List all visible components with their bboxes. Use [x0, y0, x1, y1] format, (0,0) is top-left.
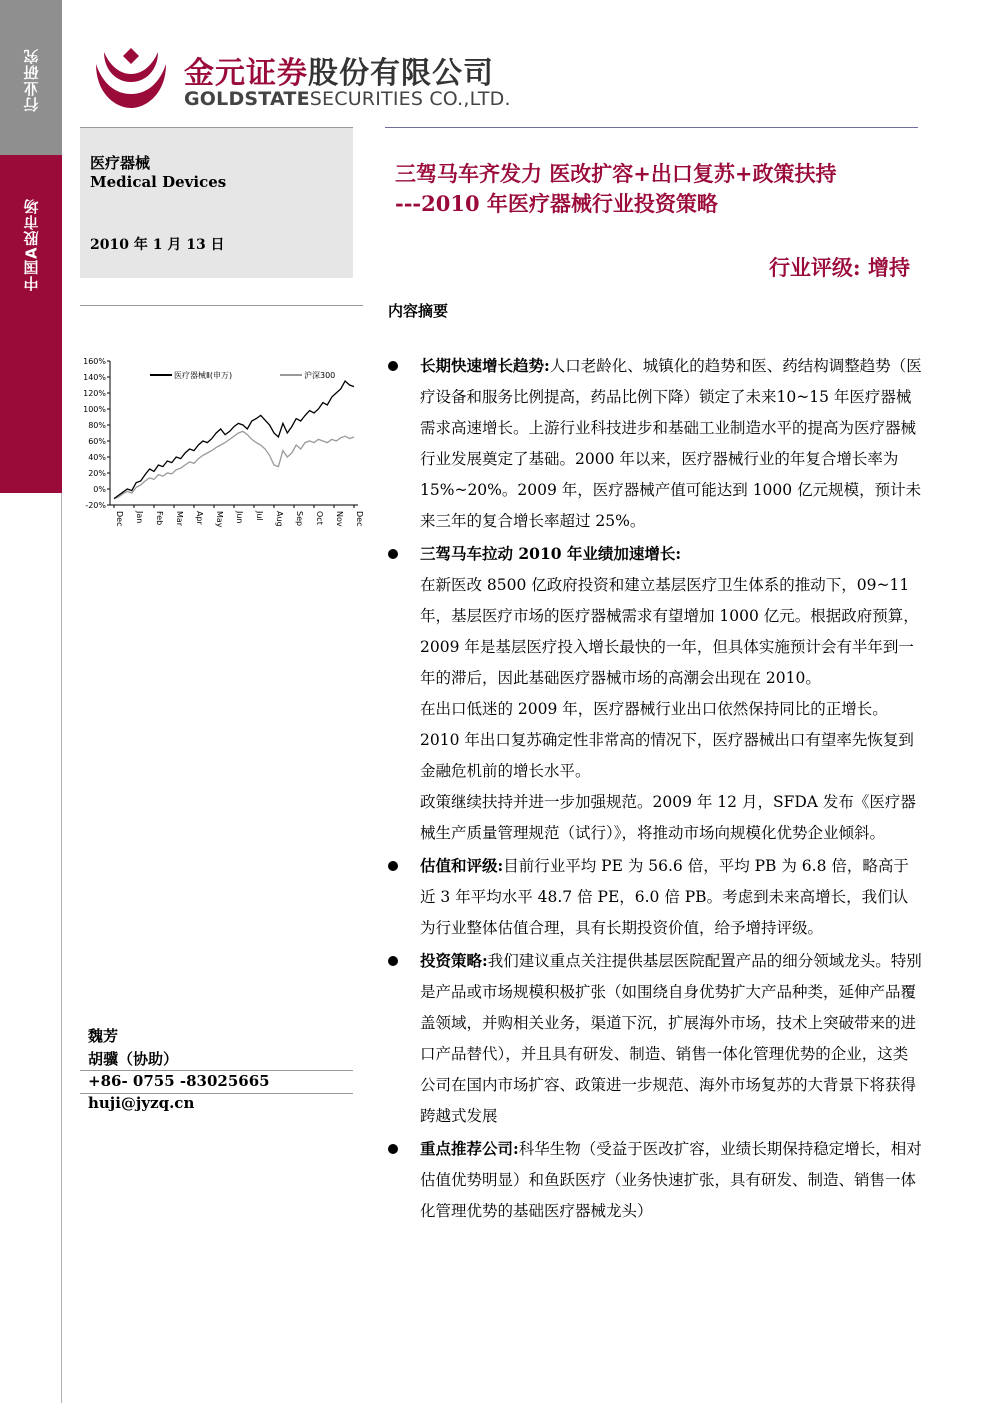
chart-y-tick-label: 20%	[88, 469, 106, 478]
chart-x-tick-label: Jan	[135, 511, 144, 524]
left-divider	[80, 305, 363, 306]
chart-legend-label: 沪深300	[304, 371, 336, 380]
chart-x-tick-label: Apr	[195, 511, 204, 525]
chart-y-tick-label: 120%	[83, 389, 106, 398]
author-email[interactable]: huji@jyzq.cn	[88, 1094, 195, 1112]
company-logo-icon	[90, 42, 172, 112]
industry-en: Medical Devices	[90, 173, 227, 191]
chart-x-tick-label: Sep	[295, 511, 304, 527]
bullet-dot-icon	[388, 861, 398, 871]
chart-x-tick-label: Jun	[235, 511, 244, 524]
sidebar-top-label: 行业研究	[22, 48, 41, 112]
sidebar-divider	[61, 493, 62, 1403]
chart-x-tick-label: Nov	[335, 511, 344, 527]
industry-cn: 医疗器械	[90, 154, 151, 172]
bullet-head: 重点推荐公司:	[420, 1139, 519, 1158]
bullet-head: 投资策略:	[420, 951, 488, 970]
author-divider	[80, 1070, 353, 1071]
chart-x-tick-label: Mar	[175, 511, 184, 527]
bullet-text: 人口老龄化、城镇化的趋势和医、药结构调整趋势（医疗设备和服务比例提高，药品比例下降）锁定了未来10~15 年医疗器械需求高速增长。上游行业科技进步和基础工业制造水平的提高为医疗器械行业发展奠定了基础。2000 年以来，医疗器械行业的年复合增长率为 15%~20%。2009 年，医疗器械产值可能达到 1000 亿元规模，预计未来三年的复合增长率超过 25%。	[420, 357, 922, 530]
logo-english-name	[184, 88, 511, 110]
sidebar	[0, 0, 62, 1403]
chart-x-tick-label: Dec	[115, 511, 124, 527]
paragraph: 在出口低迷的 2009 年，医疗器械行业出口依然保持同比的正增长。2010 年出口复苏确定性非常高的情况下，医疗器械出口有望率先恢复到金融危机前的增长水平。	[420, 700, 914, 780]
chart-y-tick-label: -20%	[85, 501, 106, 510]
bullet-item	[388, 945, 923, 1132]
chart-y-tick-label: 0%	[93, 485, 106, 494]
bullet-dot-icon	[388, 549, 398, 559]
paragraph: 政策继续扶持并进一步加强规范。2009 年 12 月，SFDA 发布《医疗器械生产质量管理规范（试行）》，将推动市场向规模化优势企业倾斜。	[420, 793, 916, 842]
paragraph: 在新医改 8500 亿政府投资和建立基层医疗卫生体系的推动下，09~11 年，基层医疗市场的医疗器械需求有望增加 1000 亿元。根据政府预算，2009 年是基层医疗投入增长最快的一年，但具体实施预计会有半年到一年的滞后，因此基础医疗器械市场的高潮会出现在 2010。	[420, 576, 919, 687]
bullet-head: 估值和评级:	[420, 856, 504, 875]
industry-rating: 行业评级: 增持	[768, 255, 910, 280]
bullet-item	[388, 850, 923, 944]
logo-en-bold: GOLDSTATE	[184, 88, 310, 110]
industry-info-box	[80, 127, 353, 278]
chart-y-tick-label: 60%	[88, 437, 106, 446]
report-subtitle: ---2010 年医疗器械行业投资策略	[395, 191, 718, 216]
summary-heading: 内容摘要	[388, 302, 449, 320]
logo-chinese-name	[184, 48, 494, 92]
bullet-head: 三驾马车拉动 2010 年业绩加速增长:	[420, 544, 682, 563]
chart-y-tick-label: 80%	[88, 421, 106, 430]
chart-x-tick-label: Feb	[155, 511, 164, 526]
bullet-dot-icon	[388, 1144, 398, 1154]
bullet-dot-icon	[388, 361, 398, 371]
bullet-head: 长期快速增长趋势:	[420, 356, 550, 375]
bullet-text: 科华生物（受益于医改扩容，业绩长期保持稳定增长，相对估值优势明显）和鱼跃医疗（业务快速扩张，具有研发、制造、销售一体化管理优势的基础医疗器械龙头）	[420, 1140, 922, 1220]
author-name: 魏芳	[88, 1027, 119, 1045]
logo-en-rest: SECURITIES CO.,LTD.	[309, 88, 511, 110]
chart-y-tick-label: 100%	[83, 405, 106, 414]
chart-series-line	[114, 431, 354, 498]
sidebar-mid-label: 中国A股市场	[22, 198, 41, 292]
summary-body	[388, 350, 923, 1227]
bullet-item	[388, 538, 923, 570]
chart-x-tick-label: Dec	[355, 511, 364, 527]
chart-x-tick-label: Oct	[315, 511, 324, 525]
bullet-text: 我们建议重点关注提供基层医院配置产品的细分领域龙头。特别是产品或市场规模积极扩张（如围绕自身优势扩大产品种类，延伸产品覆盖领域，并购相关业务，渠道下沉，扩展海外市场，技术上突破带来的进口产品替代），并且具有研发、制造、销售一体化管理优势的企业，这类公司在国内市场扩容、政策进一步规范、海外市场复苏的大背景下将获得跨越式发展	[420, 952, 922, 1125]
chart-y-tick-label: 40%	[88, 453, 106, 462]
chart-x-tick-label: May	[215, 511, 224, 528]
header-rule	[385, 127, 918, 128]
chart-x-tick-label: Jul	[255, 511, 264, 521]
bullet-dot-icon	[388, 956, 398, 966]
chart-y-tick-label: 160%	[83, 357, 106, 366]
chart-y-tick-label: 140%	[83, 373, 106, 382]
logo-cn-prefix: 金元证券	[184, 56, 308, 91]
assistant-name: 胡骥（协助）	[88, 1050, 179, 1068]
bullet-item	[388, 350, 923, 537]
performance-chart	[80, 355, 365, 540]
author-phone: +86- 0755 -83025665	[88, 1072, 270, 1090]
chart-x-tick-label: Aug	[275, 511, 284, 527]
bullet-text: 目前行业平均 PE 为 56.6 倍，平均 PB 为 6.8 倍，略高于近 3 年平均水平 48.7 倍 PE，6.0 倍 PB。考虑到未来高增长，我们认为行业整体估值合理，具有长期投资价值，给予增持评级。	[420, 857, 909, 937]
report-title: 三驾马车齐发力 医改扩容+出口复苏+政策扶持	[395, 161, 837, 186]
chart-legend-label: 医疗器械Ⅱ(申万)	[174, 371, 233, 380]
report-date: 2010 年 1 月 13 日	[90, 237, 225, 253]
logo-cn-suffix: 股份有限公司	[308, 56, 494, 91]
bullet-item	[388, 1133, 923, 1227]
